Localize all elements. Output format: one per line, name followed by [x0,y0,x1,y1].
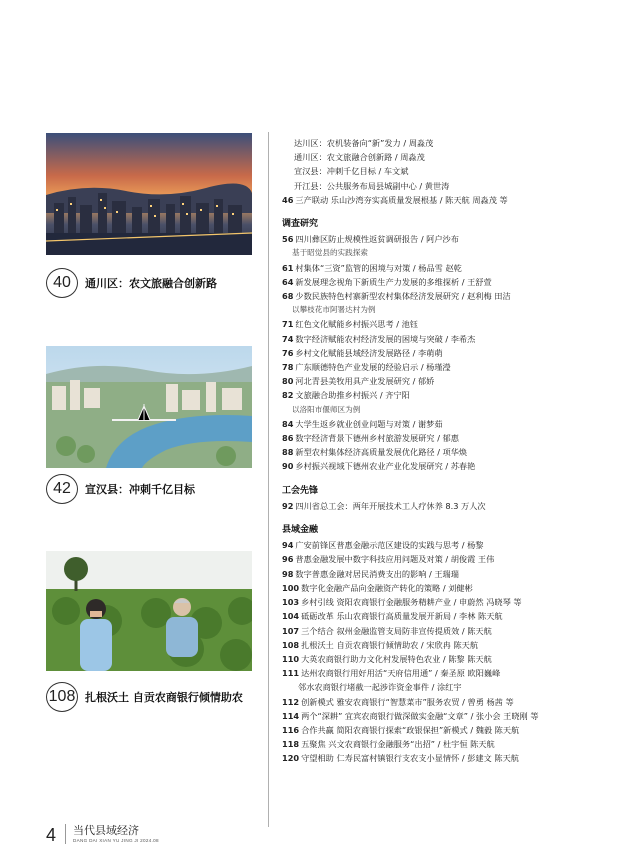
page-number-circle: 108 [46,682,78,712]
magazine-name-en: DANG DAI XIAN YU JING JI 2024.08 [73,838,159,843]
toc-entry[interactable]: 98 数字普惠金融对居民消费支出的影响 / 王瑞瑞 [282,568,459,579]
feature-title: 扎根沃土 自贡农商银行倾情助农 [85,691,243,704]
toc-entry[interactable]: 61 村集体“三资”监管的困境与对策 / 杨品雪 赵乾 [282,262,462,273]
toc-entry[interactable]: 78 广东顺德特色产业发展的经验启示 / 杨瑾瀅 [282,362,451,373]
toc-entry[interactable]: 94 广安前锋区普惠金融示范区建设的实践与思考 / 杨黎 [282,540,484,551]
table-of-contents [282,136,632,766]
magazine-name [73,824,159,844]
toc-entry[interactable]: 82 文旅融合助推乡村振兴 / 齐宁阳 [282,390,410,401]
toc-entry[interactable]: 92 四川省总工会：两年开展技术工人疗休养 8.3 万人次 [282,500,486,511]
toc-entry[interactable]: 116 合作共赢 简阳农商银行探索“政银保担”新模式 / 魏毅 陈天航 [282,724,520,735]
toc-entry[interactable]: 76 乡村文化赋能县域经济发展路径 / 李萌萌 [282,347,443,358]
feature-title: 宣汉县：冲刺千亿目标 [85,483,195,496]
toc-entry[interactable]: 114 两个“深耕” 宜宾农商银行做深做实金融“文章” / 张小会 王晓刚 等 [282,710,539,721]
tea-field-photo [46,551,252,671]
toc-entry[interactable]: 103 乡村引线 资阳农商银行金融服务精耕产业 / 申蔚然 冯晓琴 等 [282,597,522,608]
page-number: 4 [46,825,57,845]
page-number-circle: 42 [46,474,78,504]
feature-title: 通川区：农文旅融合创新路 [85,277,217,290]
toc-entry[interactable]: 74 数字经济赋能农村经济发展的困境与突破 / 李希杰 [282,333,476,344]
toc-entry[interactable]: 111 达州农商银行用好用活“天府信用通” / 秦圣原 欧阳巍峰 [282,668,501,679]
toc-entry[interactable]: 118 五聚焦 兴文农商银行金融服务“出招” / 杜宇恒 陈天航 [282,739,495,750]
feature-caption-1 [46,268,217,298]
section-heading-survey: 调查研究 [282,219,319,230]
feature-caption-3 [46,682,243,712]
magazine-name-cn: 当代县域经济 [73,824,140,837]
toc-entry[interactable]: 46 三产联动 乐山沙湾夯实高质量发展根基 / 陈天航 周淼茂 等 [282,194,508,205]
toc-entry[interactable]: 80 河北青县美牧用具产业发展研究 / 郁娇 [282,376,435,387]
toc-entry[interactable]: 100 数字化金融产品向金融资产转化的策略 / 刘健彬 [282,582,473,593]
toc-entry[interactable]: 104 砥砺改革 乐山农商银行高质量发展开新局 / 李林 陈天航 [282,611,503,622]
toc-entry[interactable]: 宣汉县：冲刺千亿目标 / 车文斌 [294,166,409,177]
toc-subtitle: 以攀枝花市阿署达村为例 [292,305,376,315]
footer-divider [65,824,66,844]
toc-entry[interactable]: 64 新发展理念视角下新质生产力发展的多维探析 / 王舒萱 [282,276,492,287]
toc-subtitle: 基于昭觉县的实践探索 [292,248,368,258]
toc-entry[interactable]: 86 数字经济背景下德州乡村旅游发展研究 / 郁惠 [282,433,459,444]
toc-entry[interactable]: 56 四川彝区防止规模性返贫调研报告 / 阿户沙布 [282,234,459,245]
toc-entry[interactable]: 邻水农商银行堵截一起涉诈资金事件 / 涂红宇 [298,682,462,693]
city-night-photo [46,133,252,255]
toc-entry[interactable]: 开江县：公共服务布局县城副中心 / 黄世涛 [294,180,450,191]
toc-entry[interactable]: 88 新型农村集体经济高质量发展优化路径 / 项华焕 [282,447,468,458]
toc-entry[interactable]: 达川区：农机装备向“新”发力 / 周淼茂 [294,138,434,148]
toc-entry[interactable]: 90 乡村振兴视域下德州农业产业化发展研究 / 苏春艳 [282,461,476,472]
column-divider [268,132,269,827]
toc-entry[interactable]: 84 大学生返乡就业创业问题与对策 / 谢梦茹 [282,418,443,429]
toc-entry[interactable]: 112 创新模式 雅安农商银行“智慧菜市”服务农贸 / 曾勇 杨茜 等 [282,696,514,707]
section-heading-finance: 县域金融 [282,525,319,536]
toc-entry[interactable]: 96 普惠金融发展中数字科技应用问题及对策 / 胡俊霞 王伟 [282,554,495,565]
toc-entry[interactable]: 71 红色文化赋能乡村振兴思考 / 池钰 [282,319,418,330]
toc-entry[interactable]: 108 扎根沃土 自贡农商银行倾情助农 / 宋欣冉 陈天航 [282,639,479,650]
page-footer [46,824,159,844]
page-number-circle: 40 [46,268,78,298]
toc-subtitle: 以洛阳市偃师区为例 [292,404,361,414]
toc-entry[interactable]: 68 少数民族特色村寨新型农村集体经济发展研究 / 赵利梅 田洁 [282,291,511,302]
toc-entry[interactable]: 110 大英农商银行助力文化村发展特色农业 / 陈黎 陈天航 [282,653,492,664]
feature-caption-2 [46,474,195,504]
section-heading-union: 工会先锋 [282,485,319,496]
toc-entry[interactable]: 通川区：农文旅融合创新路 / 周淼茂 [294,152,425,163]
toc-entry[interactable]: 120 守望相助 仁寿民富村镇银行支农支小显情怀 / 彭建文 陈天航 [282,753,519,764]
river-city-photo [46,346,252,468]
toc-entry[interactable]: 107 三个结合 叙州金融监管支局防非宣传提质效 / 陈天航 [282,625,492,636]
